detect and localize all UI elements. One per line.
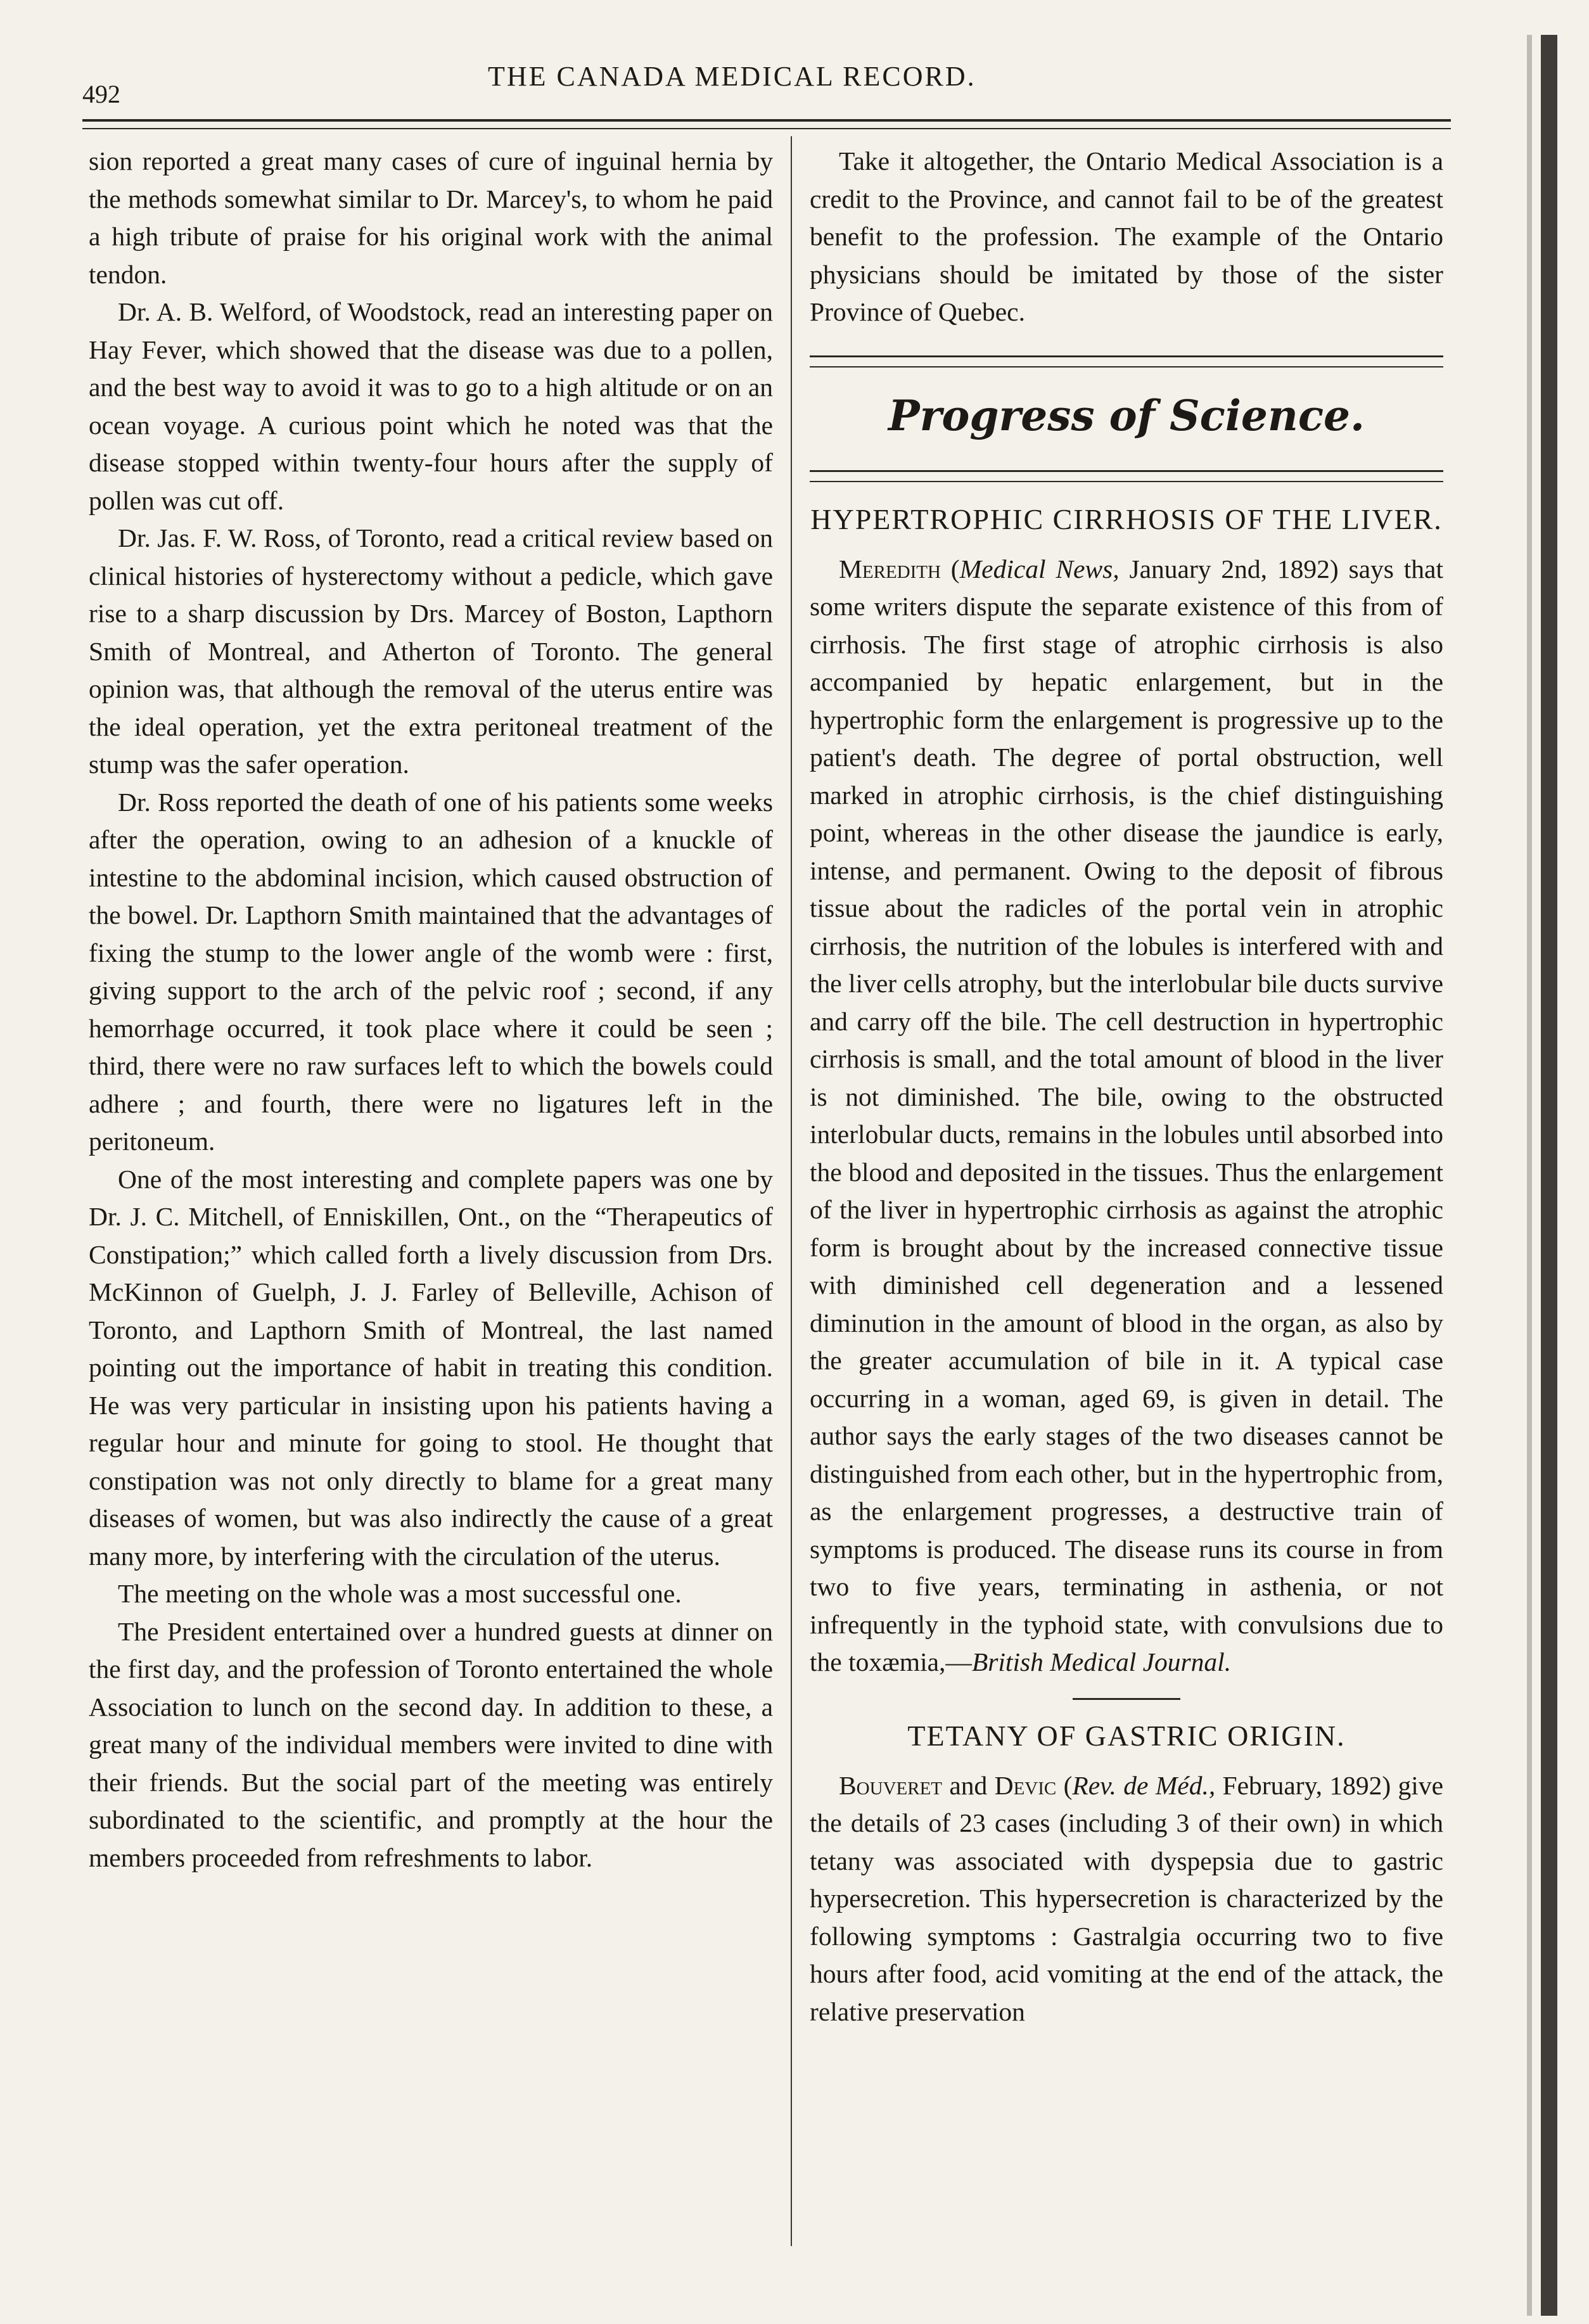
left-column: [89, 143, 773, 1877]
right-column: [810, 143, 1443, 2031]
article-author: Meredith: [839, 554, 941, 584]
article-title: TETANY OF GASTRIC ORIGIN.: [907, 1719, 1346, 1752]
article-body: Bouveret and Devic (Rev. de Méd., February, 1892) give the details of 23 cases (including 3 of their own) in which tetany was associated with dyspepsia due to gastric hypersecretion. This hypersecretion is characterized by the following symptoms : Gastralgia occurring two to five hours after food, acid vomiting at the end of the attack, the relative preservation: [810, 1770, 1443, 2026]
page-number: 492: [82, 80, 120, 108]
header-rule-thin: [82, 128, 1451, 129]
paragraph: Dr. Jas. F. W. Ross, of Toronto, read a critical review based on clinical histories of hysterectomy without a pedicle, which gave rise to a sharp discussion by Drs. Marcey of Boston, Lapthorn Smith of Montreal, and Atherton of Toronto. The general opinion was, that although the removal of the uterus entire was the ideal operation, yet the extra peritoneal treatment of the stump was the safer operation.: [89, 523, 773, 779]
paragraph: Take it altogether, the Ontario Medical Association is a credit to the Province, and cannot fail to be of the greatest benefit to the profession. The example of the Ontario physicians should be imitated by those of the sister Province of Quebec.: [810, 146, 1443, 326]
article-author: Devic: [994, 1770, 1057, 1800]
paragraph: The President entertained over a hundred guests at dinner on the first day, and the profession of Toronto entertained the whole Association to lunch on the second day. In addition to these, a great many of the individual members were invited to dine with their friends. But the social part of the meeting was entirely subordinated to the scientific, and promptly at the hour the members proceeded from refreshments to labor.: [89, 1616, 773, 1872]
paragraph: The meeting on the whole was a most successful one.: [118, 1579, 682, 1608]
article-text: February, 1892) give the details of 23 cases (including 3 of their own) in which tetany was associated with dyspepsia due to gastric hypersecretion. This hypersecretion is characterized by the following symptoms : Gastralgia occurring two to five hours after food, acid vomiting at the end of the attack, the relative preservation: [810, 1770, 1443, 2026]
article-citation: British Medical Journal.: [971, 1647, 1232, 1676]
article-source: Rev. de Méd.,: [1072, 1770, 1216, 1800]
article-title: HYPERTROPHIC CIRRHOSIS OF THE LIVER.: [810, 502, 1443, 535]
article-text: January 2nd, 1892) says that some writers dispute the separate existence of this from of cirrhosis. The first stage of atrophic cirrhosis is also accompanied by hepatic enlargement, but in the hypertrophic form the enlargement is progressive up to the patient's death. The degree of portal obstruction, well marked in atrophic cirrhosis, is the chief distinguishing point, whereas in the other disease the jaundice is early, intense, and permanent. Owing to the deposit of fibrous tissue about the radicles of the portal vein in atrophic cirrhosis, the nutrition of the lobules is interfered with and the liver cells atrophy, but the interlobular bile ducts survive and carry off the bile. The cell destruction in hypertrophic cirrhosis is small, and the total amount of blood in the liver is not diminished. The bile, owing to the obstructed interlobular ducts, remains in the lobules until absorbed into the blood and deposited in the tissues. Thus the enlargement of the liver in hypertrophic cirrhosis as against the atrophic form is brought about by the increased connective tissue with diminished cell degeneration and a lessened diminution in the amount of blood in the organ, as also by the greater accumulation of bile in it. A typical case occurring in a woman, aged 69, is given in detail. The author says the early stages of the two diseases cannot be distinguished from each other, but in the hypertrophic from, as the enlargement progresses, a destructive train of symptoms is produced. The disease runs its course in from two to five years, terminating in asthenia, or not infrequently in the typhoid state, with convulsions due to the toxæmia,—: [810, 554, 1443, 1676]
paragraph: sion reported a great many cases of cure of inguinal hernia by the methods somewhat similar to Dr. Marcey's, to whom he paid a high tribute of praise for his original work with the animal tendon.: [89, 146, 773, 289]
section-title: Progress of Science.: [888, 390, 1365, 440]
article-author: Bouveret: [839, 1770, 942, 1800]
column-divider: [791, 136, 792, 2246]
article-end-rule: [1073, 1698, 1180, 1700]
section-rule-bottom: [810, 470, 1443, 482]
page-header: [82, 54, 1451, 111]
paragraph: One of the most interesting and complete papers was one by Dr. J. C. Mitchell, of Enniskillen, Ont., on the “Therapeutics of Constipation;” which called forth a lively discussion from Drs. McKinnon of Guelph, J. J. Farley of Belleville, Achison of Toronto, and Lapthorn Smith of Montreal, the last named pointing out the importance of habit in treating this condition. He was very particular in insisting upon his patients having a regular hour and minute for going to stool. He thought that constipation was not only directly to blame for a great many diseases of women, but was also indirectly the cause of a great many more, by interfering with the circulation of the uterus.: [89, 1164, 773, 1571]
header-rule: [82, 119, 1451, 122]
binding-edge: [1541, 35, 1557, 2316]
paragraph: Dr. A. B. Welford, of Woodstock, read an interesting paper on Hay Fever, which showed that the disease was due to a pollen, and the best way to avoid it was to go to a high altitude or on an ocean voyage. A curious point which he noted was that the disease stopped within twenty-four hours after the supply of pollen was cut off.: [89, 297, 773, 515]
binding-shadow: [1527, 35, 1532, 2316]
article-source: Medical News,: [959, 554, 1120, 584]
section-rule-top: [810, 355, 1443, 367]
article-body: Meredith (Medical News, January 2nd, 1892) says that some writers dispute the separate existence of this from of cirrhosis. The first stage of atrophic cirrhosis is also accompanied by hepatic enlargement, but in the hypertrophic form the enlargement is progressive up to the patient's death. The degree of portal obstruction, well marked in atrophic cirrhosis, is the chief distinguishing point, whereas in the other disease the jaundice is early, intense, and permanent. Owing to the deposit of fibrous tissue about the radicles of the portal vein in atrophic cirrhosis, the nutrition of the lobules is interfered with and the liver cells atrophy, but the interlobular bile ducts survive and carry off the bile. The cell destruction in hypertrophic cirrhosis is small, and the total amount of blood in the liver is not diminished. The bile, owing to the obstructed interlobular ducts, remains in the lobules until absorbed into the blood and deposited in the tissues. Thus the enlargement of the liver in hypertrophic cirrhosis as against the atrophic form is brought about by the increased connective tissue with diminished cell degeneration and a lessened diminution in the amount of blood in the organ, as also by the greater accumulation of bile in it. A typical case occurring in a woman, aged 69, is given in detail. The author says the early stages of the two diseases cannot be distinguished from each other, but in the hypertrophic from, as the enlargement progresses, a destructive train of symptoms is produced. The disease runs its course in from two to five years, terminating in asthenia, or not infrequently in the typhoid state, with convulsions due to the toxæmia,—British Medical Journal.: [810, 554, 1443, 1676]
running-head: THE CANADA MEDICAL RECORD.: [488, 61, 976, 92]
paragraph: Dr. Ross reported the death of one of his patients some weeks after the operation, owing to an adhesion of a knuckle of intestine to the abdominal incision, which caused obstruction of the bowel. Dr. Lapthorn Smith maintained that the advantages of fixing the stump to the lower angle of the womb were : first, giving support to the arch of the pelvic roof ; second, if any hemorrhage occurred, it took place where it could be seen ; third, there were no raw surfaces left to which the bowels could adhere ; and fourth, there were no ligatures left in the peritoneum.: [89, 787, 773, 1156]
